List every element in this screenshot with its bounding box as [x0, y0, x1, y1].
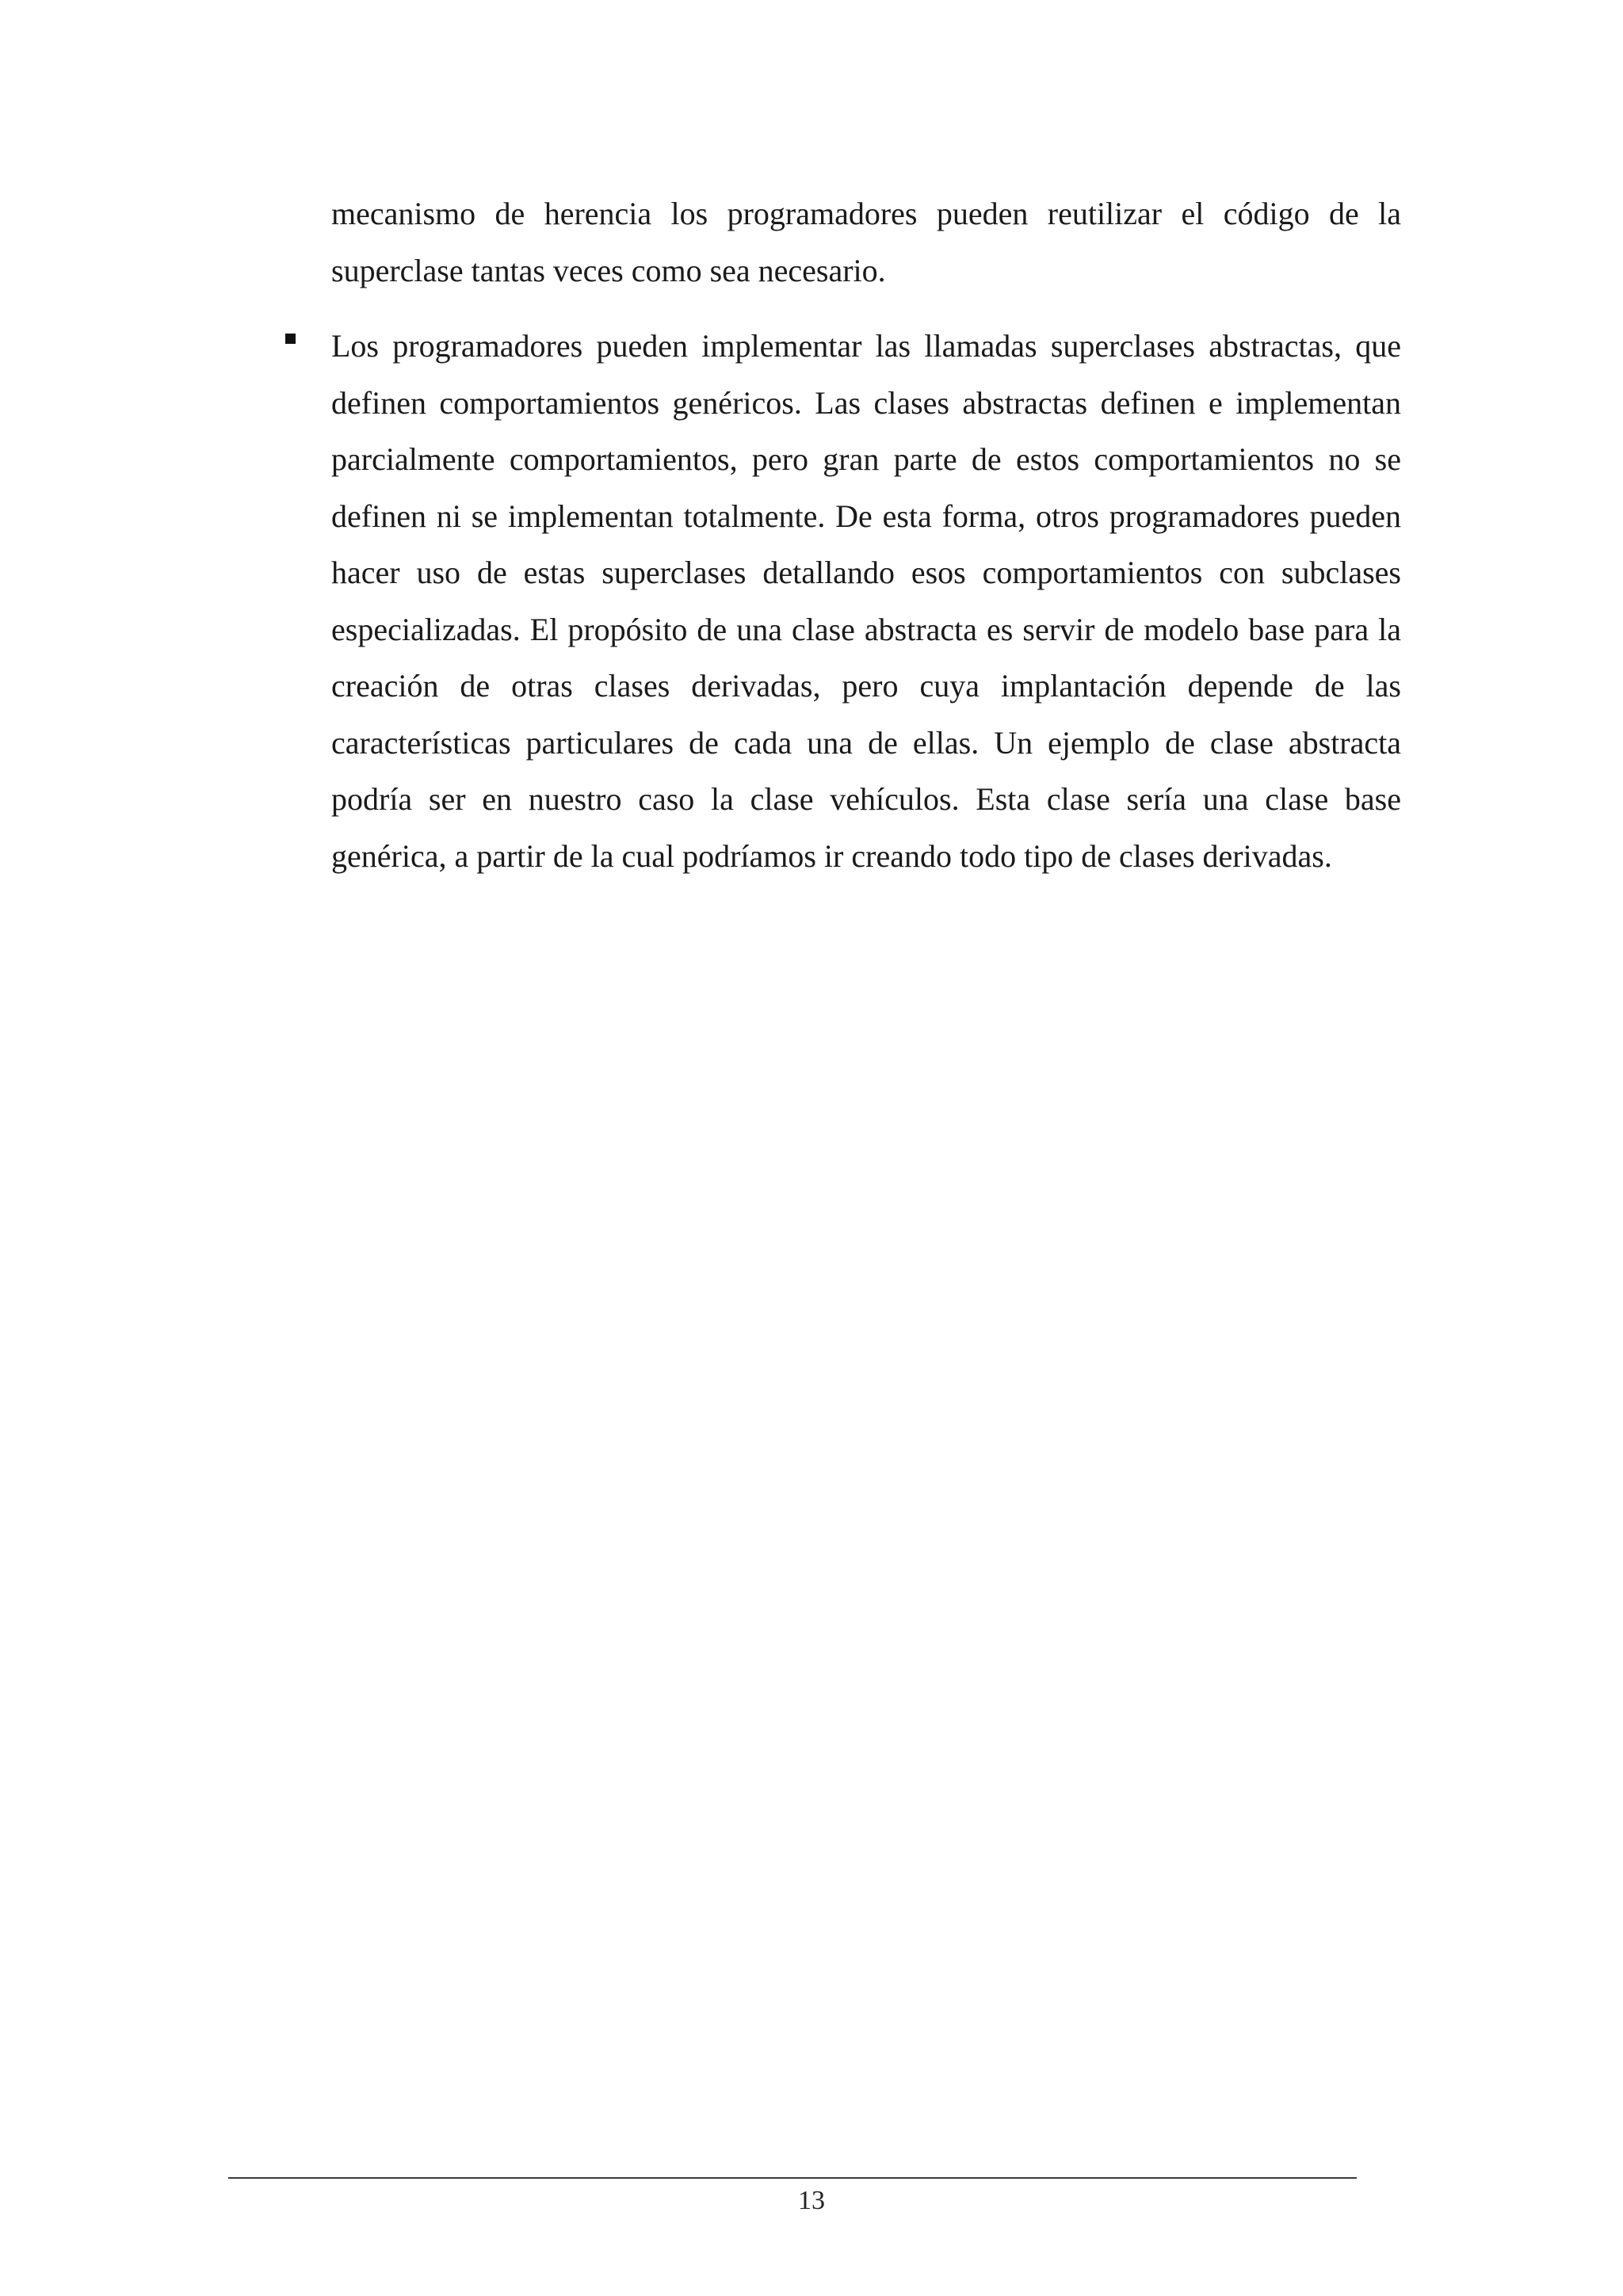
- continuation-paragraph: mecanismo de herencia los programadores pueden reutilizar el código de la superclase tantas veces como sea necesario.: [331, 196, 1401, 288]
- bullet-paragraph: Los programadores pueden implementar las llamadas superclases abstractas, que definen comportamientos genéricos. Las clases abstractas definen e implementan parcialmente comportamientos, pero gran parte de estos comportamientos no se definen ni se implementan totalmente. De esta forma, otros programadores pueden hacer uso de estas superclases detallando esos comportamientos con subclases especializadas. El propósito de una clase abstracta es servir de modelo base para la creación de otras clases derivadas, pero cuya implantación depende de las características particulares de cada una de ellas. Un ejemplo de clase abstracta podría ser en nuestro caso la clase vehículos. Esta clase sería una clase base genérica, a partir de la cual podríamos ir creando todo tipo de clases derivadas.: [331, 328, 1401, 874]
- footer-divider: [228, 2177, 1357, 2179]
- square-bullet-icon: [285, 334, 296, 344]
- page-number: 13: [798, 2186, 825, 2215]
